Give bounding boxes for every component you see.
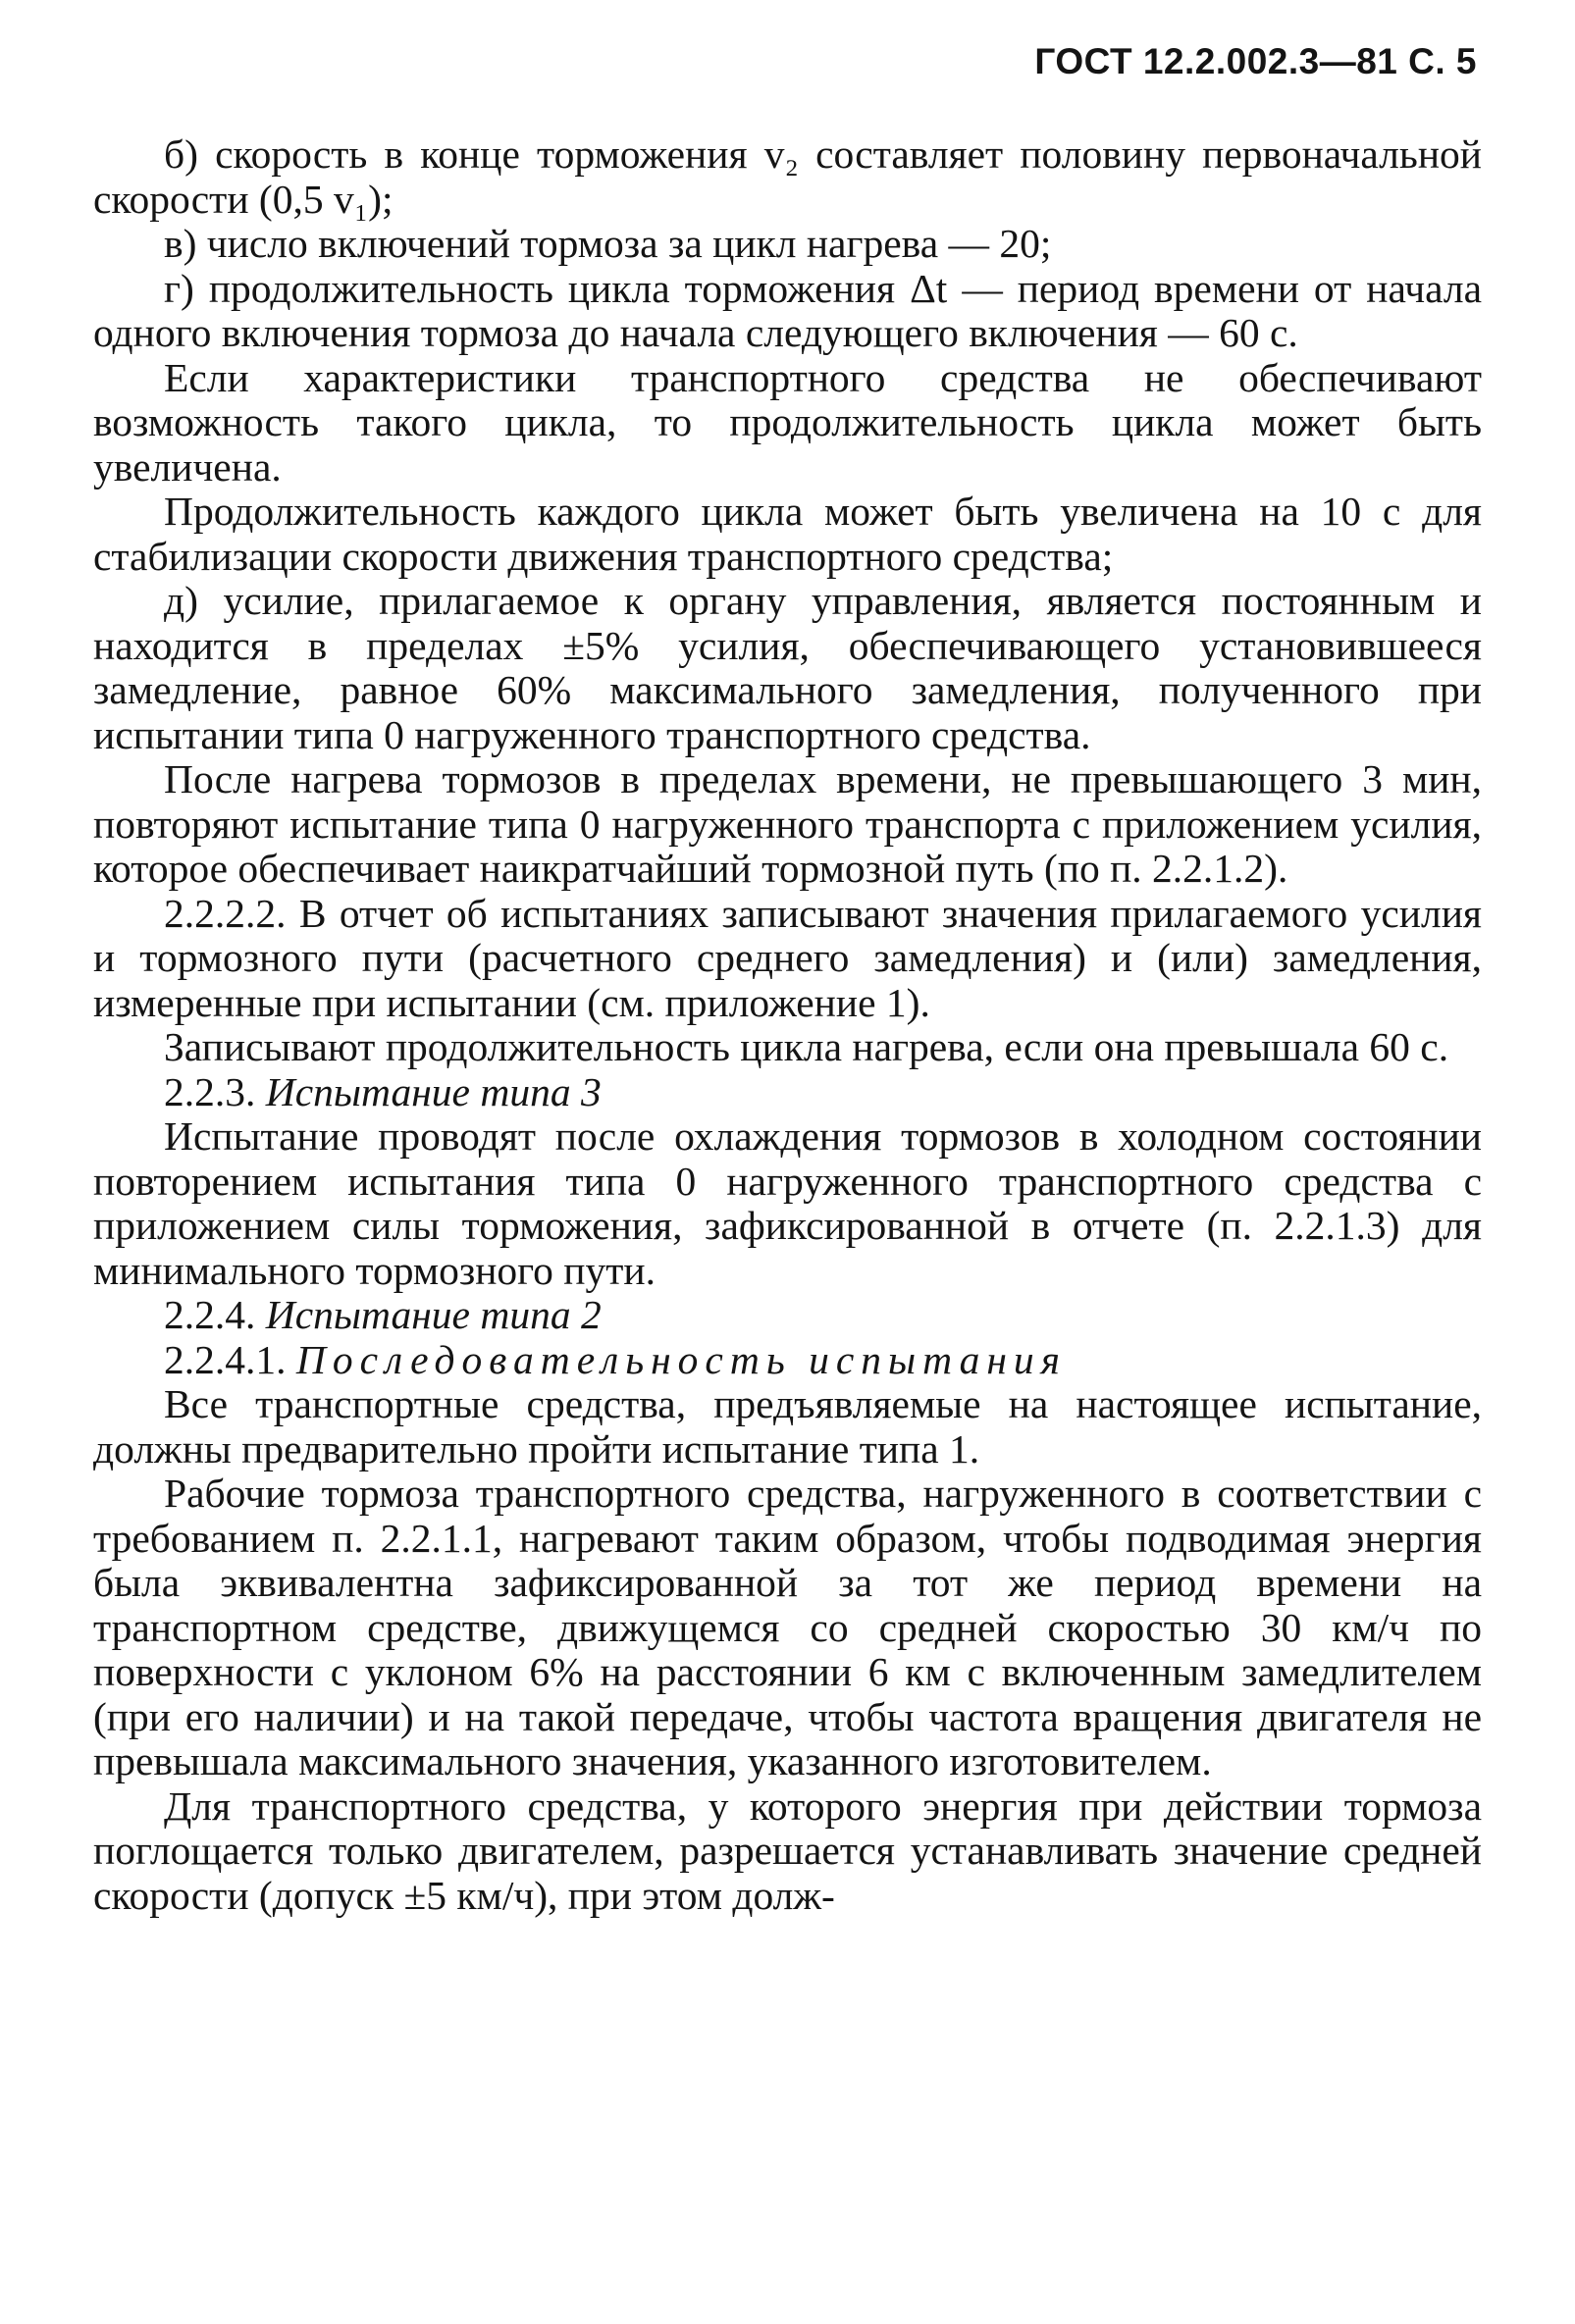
document-body <box>93 132 1482 1918</box>
paragraph: б) скорость в конце торможения v₂ составляет половину первоначальной скорости (0,5 v₁); <box>93 131 1482 222</box>
section-heading <box>93 1070 1482 1115</box>
paragraph: Все транспортные средства, предъявляемые на настоящее испытание, должны предварительно пройти испытание типа 1. <box>93 1381 1482 1472</box>
page-header: ГОСТ 12.2.002.3—81 С. 5 <box>1034 41 1477 81</box>
paragraph: в) число включений тормоза за цикл нагрева — 20; <box>164 221 1052 266</box>
paragraph: Продолжительность каждого цикла может быть увеличена на 10 с для стабилизации скорости движения транспортного средства; <box>93 489 1482 579</box>
paragraph: Рабочие тормоза транспортного средства, нагруженного в соответствии с требованием п. 2.2.1.1, нагревают таким образом, чтобы подводимая энергия была эквивалентна зафиксированной за тот же период времени на транспортном средстве, движущемся со средней скоростью 30 км/ч по поверхности с уклоном 6% на расстоянии 6 км с включенным замедлителем (при его наличии) и на такой передаче, чтобы частота вращения двигателя не превышала максимального значения, указанного изготовителем. <box>93 1471 1482 1783</box>
section-heading <box>93 1338 1482 1383</box>
section-title: Последовательность испытания <box>295 1336 1067 1382</box>
paragraph: д) усилие, прилагаемое к органу управления, является постоянным и находится в пределах ±5% усилия, обеспечивающего установившееся замедление, равное 60% максимального замедления, полученного при испытании типа 0 нагруженного транспортного средства. <box>93 578 1482 757</box>
section-number: 2.2.4.1. <box>164 1336 287 1382</box>
section-number: 2.2.3. <box>164 1068 256 1114</box>
paragraph: Если характеристики транспортного средства не обеспечивают возможность такого цикла, то продолжительность цикла может быть увеличена. <box>93 354 1482 490</box>
paragraph: г) продолжительность цикла торможения Δt — период времени от начала одного включения тормоза до начала следующего включения — 60 с. <box>93 265 1482 355</box>
paragraph: 2.2.2.2. В отчет об испытаниях записывают значения прилагаемого усилия и тормозного пути (расчетного среднего замедления) и (или) замедления, измеренные при испытании (см. приложение 1). <box>93 890 1482 1025</box>
paragraph: После нагрева тормозов в пределах времени, не превышающего 3 мин, повторяют испытание типа 0 нагруженного транспорта с приложением усилия, которое обеспечивает наикратчайший тормозной путь (по п. 2.2.1.2). <box>93 756 1482 891</box>
paragraph: Для транспортного средства, у которого энергия при действии тормоза поглощается только двигателем, разрешается устанавливать значение средней скорости (допуск ±5 км/ч), при этом долж- <box>93 1782 1482 1918</box>
paragraph: Записывают продолжительность цикла нагрева, если она превышала 60 с. <box>164 1024 1449 1069</box>
section-title: Испытание типа 3 <box>265 1068 602 1114</box>
section-title: Испытание типа 2 <box>265 1292 602 1337</box>
paragraph: Испытание проводят после охлаждения тормозов в холодном состоянии повторением испытания типа 0 нагруженного транспортного средства с приложением силы торможения, зафиксированной в отчете (п. 2.2.1.3) для минимального тормозного пути. <box>93 1113 1482 1293</box>
section-number: 2.2.4. <box>164 1292 256 1337</box>
section-heading <box>93 1293 1482 1338</box>
